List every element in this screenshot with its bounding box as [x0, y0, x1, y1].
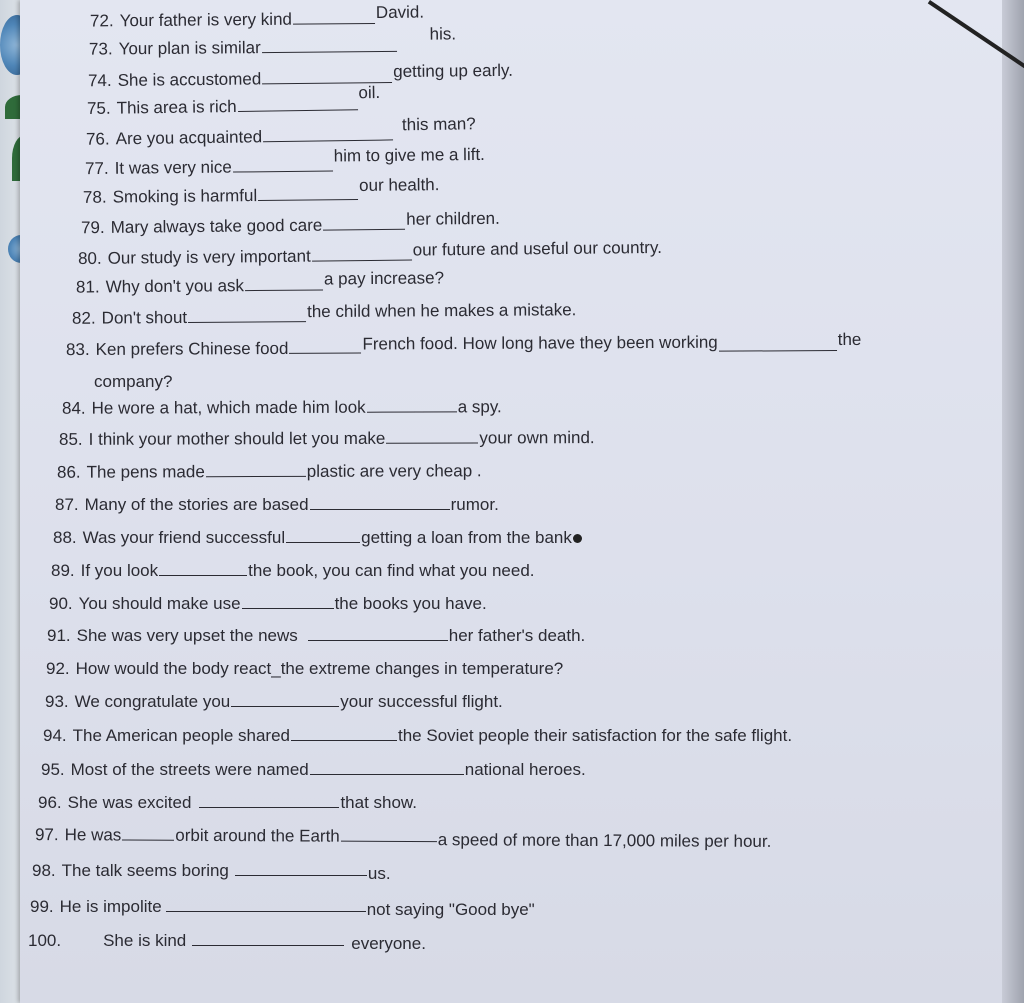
sentence-end: getting a loan from the bank: [361, 528, 572, 547]
item-number: 88.: [53, 528, 77, 547]
item-number: 89.: [51, 561, 75, 580]
exercise-line-85: [59, 428, 595, 450]
sentence-start: He is impolite: [59, 897, 162, 916]
answer-blank: [262, 50, 397, 53]
sentence-end: us.: [367, 864, 391, 883]
exercise-line-75: [86, 82, 381, 119]
answer-blank: [308, 639, 448, 641]
sentence-start: She is accustomed: [117, 69, 262, 90]
sentence-start: It was very nice: [114, 157, 232, 178]
sentence-start: Many of the stories are based: [84, 495, 309, 514]
exercise-line-81: [75, 268, 445, 297]
exercise-line-97: [35, 825, 771, 849]
item-number: 73.: [88, 39, 113, 59]
item-number: 92.: [46, 659, 70, 678]
sentence-end: a pay increase?: [323, 268, 445, 289]
answer-blank: [159, 574, 247, 576]
sentence-end: a speed of more than 17,000 miles per hour.: [437, 830, 772, 851]
sentence-start: Smoking is harmful: [112, 186, 258, 207]
answer-blank: [122, 839, 174, 841]
item-number: 77.: [84, 158, 109, 179]
item-number: 79.: [80, 217, 105, 238]
sentence-end: your successful flight.: [340, 692, 503, 711]
sentence-end: oil.: [358, 82, 381, 103]
sentence-start: Your father is very kind: [119, 9, 293, 31]
item-number: 97.: [34, 825, 59, 845]
item-number: 76.: [85, 129, 110, 149]
exercise-line-78: [82, 175, 440, 208]
sentence-end: national heroes.: [464, 760, 586, 779]
sentence-end: this man?: [401, 114, 476, 135]
item-number: 84.: [61, 398, 86, 418]
answer-blank: [719, 349, 837, 352]
item-number: 82.: [71, 308, 96, 328]
item-number: 75.: [86, 98, 111, 119]
item-number: 72.: [89, 11, 114, 31]
ink-dot-icon: [573, 534, 582, 543]
sentence-end: rumor.: [450, 495, 499, 514]
item-number: 95.: [41, 760, 65, 779]
sentence-end: plastic are very cheap .: [306, 461, 482, 481]
sentence-end: her children.: [406, 208, 500, 229]
exercise-line-96: [38, 793, 417, 813]
item-number: 78.: [82, 187, 107, 207]
exercise-line-87: [55, 495, 499, 515]
exercise-line-83: [65, 329, 862, 360]
exercise-line-83-continuation: [94, 372, 172, 392]
exercise-line-99: [30, 897, 535, 917]
sentence-end: the child when he makes a mistake.: [307, 300, 577, 322]
sentence-start: She is kind: [103, 931, 187, 950]
item-number: 96.: [38, 793, 62, 812]
exercise-line-100: [28, 931, 426, 951]
answer-blank: [341, 840, 437, 843]
exercise-line-92: [46, 659, 563, 679]
sentence-end: the Soviet people their satisfaction for the safe flight.: [398, 726, 793, 745]
sentence-start: Was your friend successful: [82, 528, 286, 547]
answer-blank: [310, 508, 450, 510]
exercise-line-86: [57, 461, 482, 482]
item-number: 85.: [58, 429, 83, 449]
item-number: 74.: [87, 70, 112, 91]
sentence-end: her father's death.: [448, 626, 586, 645]
sentence-start: Why don't you ask: [105, 276, 245, 297]
answer-blank: [263, 138, 393, 142]
sentence-continuation: company?: [94, 372, 173, 391]
sentence-middle: orbit around the Earth: [175, 825, 340, 846]
answer-blank: [242, 607, 334, 609]
answer-blank: [286, 541, 360, 543]
item-number: 83.: [65, 339, 90, 360]
sentence-end: his.: [429, 24, 457, 44]
page-edge-shadow: [1002, 0, 1024, 1003]
answer-blank: [235, 874, 367, 876]
exercise-line-94: [43, 726, 792, 746]
sentence-start: If you look: [80, 561, 159, 580]
answer-blank: [289, 352, 361, 354]
item-number: 90.: [49, 594, 73, 613]
sentence-start: Mary always take good care: [110, 215, 323, 237]
sentence-start: You should make use: [78, 594, 241, 613]
answer-blank: [206, 475, 306, 477]
exercise-line-72: [89, 2, 425, 32]
item-number: 81.: [75, 277, 100, 297]
sentence-middle: French food. How long have they been working: [362, 332, 718, 354]
sentence-end: him to give me a lift.: [333, 144, 485, 166]
item-number: 99.: [30, 897, 54, 916]
answer-blank: [245, 288, 323, 291]
sentence-start: Are you acquainted: [115, 127, 263, 149]
answer-blank: [310, 773, 464, 775]
item-number: 80.: [77, 248, 102, 269]
sentence-start: I think your mother should let you make: [88, 428, 386, 449]
exercise-line-84: [62, 397, 502, 419]
sentence-start: The talk seems boring: [61, 861, 229, 880]
exercise-line-95: [41, 760, 586, 780]
sentence-start: We congratulate you: [74, 692, 231, 711]
item-number: 100.: [28, 931, 62, 950]
exercise-line-93: [45, 692, 503, 712]
sentence-end: the: [837, 329, 862, 350]
sentence-start: Most of the streets were named: [70, 760, 309, 779]
answer-blank: [367, 410, 457, 412]
item-number: 93.: [45, 692, 69, 711]
item-number: 91.: [47, 626, 71, 645]
answer-blank: [386, 441, 478, 443]
sentence-start: Ken prefers Chinese food: [95, 338, 289, 359]
item-number: 94.: [43, 726, 67, 745]
sentence-end: a spy.: [457, 397, 502, 417]
sentence-start: He was: [64, 825, 122, 845]
sentence-end: that show.: [340, 793, 417, 812]
sentence-start: The American people shared: [72, 726, 290, 745]
sentence-end: getting up early.: [393, 60, 514, 82]
exercise-line-98: [32, 861, 391, 881]
sentence-start: The pens made: [86, 462, 205, 482]
sentence-end: not saying "Good bye": [366, 900, 535, 919]
sentence-start: Your plan is similar: [118, 38, 261, 59]
exercise-line-90: [49, 594, 487, 614]
sentence-end: our health.: [358, 175, 440, 195]
sentence-end: your own mind.: [479, 428, 595, 448]
item-number: 86.: [56, 462, 81, 482]
sentence-start: This area is rich: [116, 96, 237, 118]
sentence-start: He wore a hat, which made him look: [91, 397, 366, 418]
item-number: 98.: [32, 861, 56, 880]
answer-blank: [231, 705, 339, 707]
sentence-start: Don't shout: [101, 307, 188, 328]
exercise-line-88: [53, 528, 582, 548]
answer-blank: [233, 169, 333, 172]
exercise-line-82: [71, 300, 577, 329]
answer-blank: [238, 108, 358, 112]
sentence-start: Our study is very important: [107, 246, 311, 268]
sentence-end: our future and useful our country.: [412, 237, 662, 260]
sentence-end: the book, you can find what you need.: [248, 561, 535, 580]
answer-blank: [291, 739, 397, 741]
answer-blank: [192, 944, 344, 946]
exercise-line-91: [47, 626, 585, 646]
sentence-end: the books you have.: [334, 594, 487, 613]
item-number: 87.: [55, 495, 79, 514]
sentence-end: David.: [375, 2, 425, 22]
sentence-end: everyone.: [351, 934, 426, 953]
answer-blank: [293, 22, 375, 25]
exercise-line-73: [88, 24, 457, 59]
answer-blank: [188, 320, 306, 323]
answer-blank: [323, 228, 405, 231]
sentence-start: She was very upset the news: [76, 626, 298, 645]
answer-blank: [199, 806, 339, 808]
sentence-start: She was excited: [67, 793, 192, 812]
exercise-line-89: [51, 561, 535, 581]
answer-blank: [258, 198, 358, 201]
answer-blank: [166, 910, 366, 912]
answer-blank: [312, 259, 412, 262]
sentence-text: How would the body react_the extreme changes in temperature?: [75, 659, 564, 678]
